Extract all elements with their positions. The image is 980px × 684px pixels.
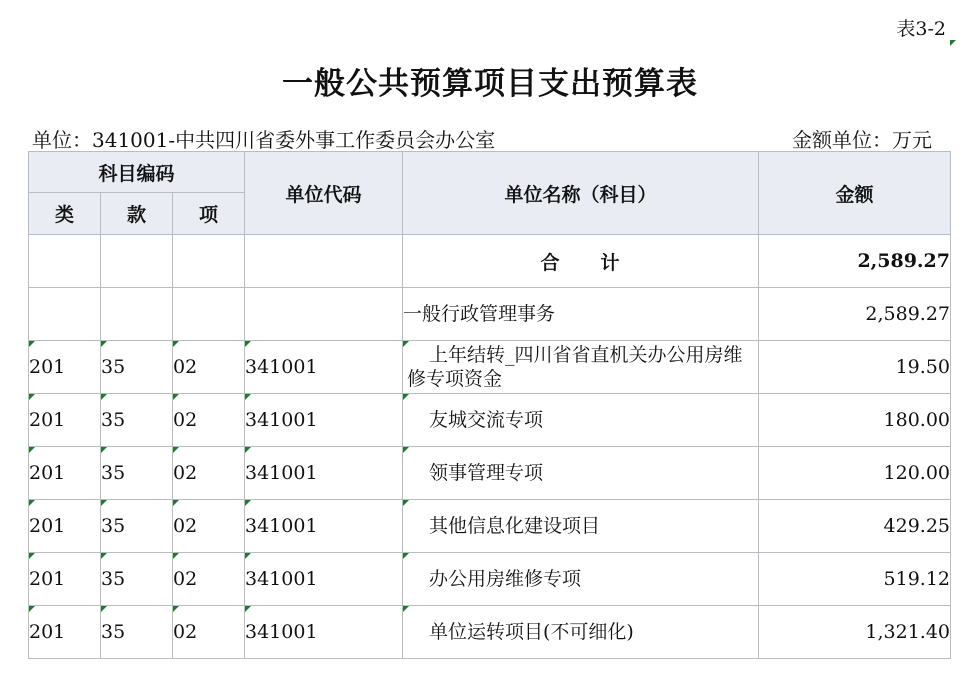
cell-marker-icon — [29, 500, 35, 506]
cell-lei: 201 — [29, 341, 101, 394]
empty-cell — [245, 288, 403, 341]
cell-project-name: 上年结转_四川省省直机关办公用房维修专项资金 — [403, 341, 759, 394]
cell-xiang: 02 — [173, 500, 245, 553]
cell-kuan: 35 — [101, 447, 173, 500]
empty-cell — [29, 288, 101, 341]
cell-unit-code: 341001 — [245, 553, 403, 606]
header-kuan: 款 — [101, 193, 173, 235]
cell-marker-icon — [245, 606, 251, 612]
cell-marker-icon — [29, 606, 35, 612]
cell-xiang: 02 — [173, 447, 245, 500]
cell-project-name: 领事管理专项 — [403, 447, 759, 500]
cell-xiang: 02 — [173, 553, 245, 606]
cell-marker-icon — [403, 341, 409, 347]
header-unit-code: 单位代码 — [245, 152, 403, 235]
cell-kuan: 35 — [101, 553, 173, 606]
cell-marker-icon — [101, 606, 107, 612]
header-subject-code: 科目编码 — [29, 152, 245, 193]
cell-marker-icon — [173, 394, 179, 400]
cell-marker-icon — [101, 553, 107, 559]
empty-cell — [173, 235, 245, 288]
table-row — [29, 500, 951, 553]
total-label: 合 计 — [403, 235, 759, 288]
cell-amount: 1,321.40 — [759, 606, 951, 659]
table-row — [29, 553, 951, 606]
cell-project-name: 办公用房维修专项 — [403, 553, 759, 606]
cell-lei: 201 — [29, 553, 101, 606]
cell-unit-code: 341001 — [245, 606, 403, 659]
cell-marker-icon — [101, 447, 107, 453]
cell-project-name: 友城交流专项 — [403, 394, 759, 447]
cell-marker-icon — [173, 447, 179, 453]
unit-label: 单位：341001-中共四川省委外事工作委员会办公室 — [32, 128, 496, 152]
cell-amount: 429.25 — [759, 500, 951, 553]
cell-kuan: 35 — [101, 341, 173, 394]
table-row — [29, 447, 951, 500]
cell-unit-code: 341001 — [245, 341, 403, 394]
table-row — [29, 606, 951, 659]
cell-marker-icon — [403, 606, 409, 612]
cell-marker-icon — [245, 553, 251, 559]
cell-lei: 201 — [29, 606, 101, 659]
cell-marker-icon — [29, 341, 35, 347]
cell-marker-icon — [403, 553, 409, 559]
cell-marker-icon — [173, 553, 179, 559]
cell-unit-code: 341001 — [245, 394, 403, 447]
total-row — [29, 235, 951, 288]
empty-cell — [245, 235, 403, 288]
category-name: 一般行政管理事务 — [403, 288, 759, 341]
cell-marker-icon — [245, 447, 251, 453]
cell-marker-icon — [245, 500, 251, 506]
header-xiang: 项 — [173, 193, 245, 235]
cell-amount: 519.12 — [759, 553, 951, 606]
cell-marker-icon — [403, 394, 409, 400]
cell-lei: 201 — [29, 394, 101, 447]
category-amount: 2,589.27 — [759, 288, 951, 341]
cell-lei: 201 — [29, 500, 101, 553]
cell-project-name: 其他信息化建设项目 — [403, 500, 759, 553]
cell-lei: 201 — [29, 447, 101, 500]
empty-cell — [101, 288, 173, 341]
header-amount: 金额 — [759, 152, 951, 235]
empty-cell — [173, 288, 245, 341]
cell-project-name: 单位运转项目(不可细化) — [403, 606, 759, 659]
cell-amount: 120.00 — [759, 447, 951, 500]
cell-unit-code: 341001 — [245, 500, 403, 553]
cell-kuan: 35 — [101, 500, 173, 553]
cell-marker-icon — [245, 341, 251, 347]
cell-amount: 180.00 — [759, 394, 951, 447]
budget-table — [28, 151, 951, 659]
cell-marker-icon — [29, 447, 35, 453]
cell-marker-icon — [950, 40, 956, 46]
cell-marker-icon — [101, 341, 107, 347]
table-row — [29, 341, 951, 394]
empty-cell — [101, 235, 173, 288]
cell-marker-icon — [101, 500, 107, 506]
page-title: 一般公共预算项目支出预算表 — [282, 66, 698, 102]
cell-marker-icon — [173, 341, 179, 347]
cell-marker-icon — [29, 394, 35, 400]
cell-kuan: 35 — [101, 606, 173, 659]
cell-kuan: 35 — [101, 394, 173, 447]
amount-unit-label: 金额单位：万元 — [792, 128, 932, 152]
cell-marker-icon — [245, 394, 251, 400]
cell-marker-icon — [403, 447, 409, 453]
cell-marker-icon — [29, 553, 35, 559]
cell-marker-icon — [173, 500, 179, 506]
header-lei: 类 — [29, 193, 101, 235]
cell-xiang: 02 — [173, 394, 245, 447]
empty-cell — [29, 235, 101, 288]
cell-marker-icon — [173, 606, 179, 612]
sheet-label: 表3-2 — [896, 18, 946, 40]
header-unit-name: 单位名称（科目） — [403, 152, 759, 235]
cell-xiang: 02 — [173, 606, 245, 659]
cell-marker-icon — [101, 394, 107, 400]
cell-marker-icon — [403, 500, 409, 506]
table-row — [29, 394, 951, 447]
category-row — [29, 288, 951, 341]
total-amount: 2,589.27 — [759, 235, 951, 288]
cell-unit-code: 341001 — [245, 447, 403, 500]
cell-amount: 19.50 — [759, 341, 951, 394]
cell-xiang: 02 — [173, 341, 245, 394]
